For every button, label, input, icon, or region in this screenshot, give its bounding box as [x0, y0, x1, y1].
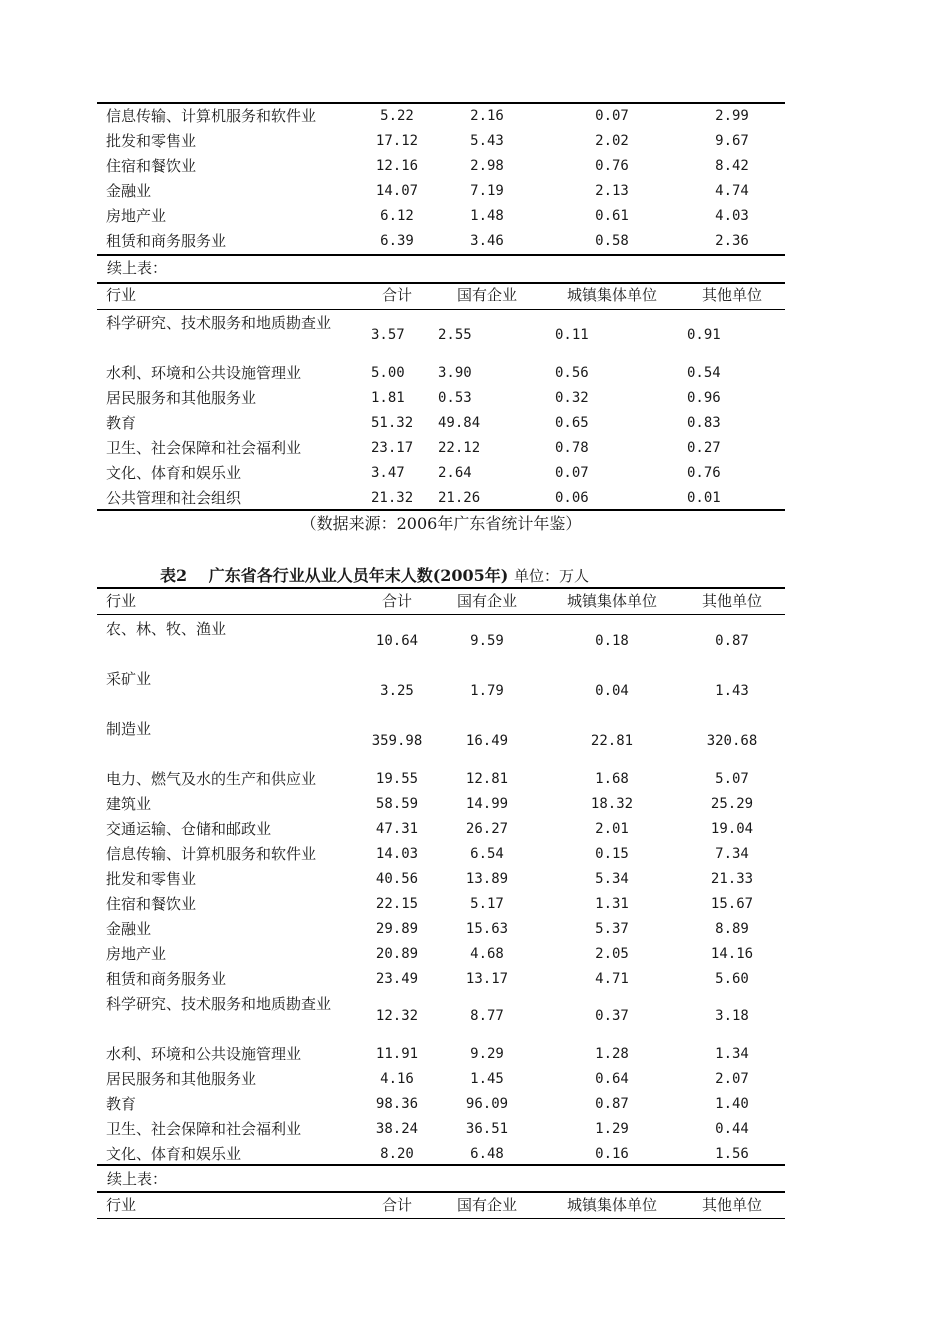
table-row [97, 817, 785, 842]
table-row [97, 386, 785, 411]
industry-name: 水利、环境和公共设施管理业 [106, 364, 302, 382]
industry-name: 水利、环境和公共设施管理业 [106, 1045, 302, 1063]
cell-total: 3.25 [380, 683, 414, 699]
cell-state: 15.63 [465, 921, 509, 937]
cell-state: 12.81 [465, 771, 509, 787]
cell-collective: 0.04 [595, 683, 629, 699]
cell-collective: 0.15 [595, 846, 629, 862]
industry-name: 住宿和餐饮业 [106, 895, 197, 913]
cell-other: 1.34 [715, 1046, 749, 1062]
cell-state: 5.43 [470, 133, 504, 149]
cell-total: 23.17 [371, 440, 414, 456]
cell-other: 0.76 [687, 465, 721, 481]
industry-name: 住宿和餐饮业 [106, 157, 197, 175]
table-row [97, 311, 785, 361]
cell-other: 9.67 [715, 133, 749, 149]
cell-state: 36.51 [465, 1121, 509, 1137]
cell-other: 2.07 [715, 1071, 749, 1087]
cell-state: 14.99 [465, 796, 509, 812]
header-state: 国有企业 [456, 286, 517, 304]
header-total: 合计 [381, 1196, 412, 1214]
table2-title-text: 表2 广东省各行业从业人员年末人数(2005年) [160, 566, 509, 585]
industry-name: 信息传输、计算机服务和软件业 [106, 107, 317, 125]
cell-other: 4.74 [715, 183, 749, 199]
cell-other: 15.67 [710, 896, 754, 912]
table1-cont-header-bottom-rule [97, 309, 785, 310]
cell-total: 19.55 [375, 771, 419, 787]
cell-state: 2.16 [470, 108, 504, 124]
cell-state: 96.09 [465, 1096, 509, 1112]
cell-collective: 1.29 [595, 1121, 629, 1137]
cell-collective: 1.31 [595, 896, 629, 912]
cell-collective: 1.28 [595, 1046, 629, 1062]
table-row [97, 942, 785, 967]
cell-total: 21.32 [371, 490, 414, 506]
cell-total: 40.56 [375, 871, 419, 887]
cell-state: 7.19 [470, 183, 504, 199]
table-row [97, 1092, 785, 1117]
cell-other: 0.83 [687, 415, 721, 431]
cell-total: 5.22 [380, 108, 414, 124]
cell-other: 7.34 [715, 846, 749, 862]
table-row [97, 1117, 785, 1142]
industry-name: 租赁和商务服务业 [106, 232, 227, 250]
table-row [97, 104, 785, 129]
cell-other: 0.91 [687, 327, 721, 343]
table-row [97, 154, 785, 179]
cell-state: 3.46 [470, 233, 504, 249]
cell-other: 0.96 [687, 390, 721, 406]
cell-total: 5.00 [371, 365, 405, 381]
table-row [97, 792, 785, 817]
industry-name: 租赁和商务服务业 [106, 970, 227, 988]
industry-name: 农、林、牧、渔业 [106, 620, 227, 638]
industry-name: 文化、体育和娱乐业 [106, 1145, 242, 1163]
header-state: 国有企业 [456, 1196, 517, 1214]
cell-other: 1.43 [715, 683, 749, 699]
cell-state: 1.79 [470, 683, 504, 699]
cell-total: 14.03 [375, 846, 419, 862]
industry-name: 科学研究、技术服务和地质勘查业 [106, 314, 332, 332]
table-row [97, 617, 785, 667]
cell-other: 1.56 [715, 1146, 749, 1162]
cell-collective: 2.05 [595, 946, 629, 962]
table-row [97, 229, 785, 254]
cell-state: 1.45 [470, 1071, 504, 1087]
cell-total: 12.32 [375, 1008, 419, 1024]
cell-state: 5.17 [470, 896, 504, 912]
cell-collective: 2.13 [595, 183, 629, 199]
industry-name: 金融业 [106, 182, 152, 200]
table-row [97, 842, 785, 867]
cell-state: 2.55 [438, 327, 472, 343]
table1-cont-header [97, 283, 785, 308]
cell-other: 0.44 [715, 1121, 749, 1137]
cell-total: 22.15 [375, 896, 419, 912]
industry-name: 居民服务和其他服务业 [106, 1070, 257, 1088]
header-industry: 行业 [106, 592, 137, 610]
cell-total: 3.57 [371, 327, 405, 343]
header-collective: 城镇集体单位 [566, 1196, 657, 1214]
industry-name: 交通运输、仓储和邮政业 [106, 820, 272, 838]
cell-total: 47.31 [375, 821, 419, 837]
cell-state: 1.48 [470, 208, 504, 224]
table-row [97, 1042, 785, 1067]
cell-other: 320.68 [706, 733, 758, 749]
table2-unit: 单位：万人 [513, 567, 589, 585]
cell-other: 2.36 [715, 233, 749, 249]
cell-state: 3.90 [438, 365, 472, 381]
cell-collective: 0.87 [595, 1096, 629, 1112]
table-row [97, 1067, 785, 1092]
cell-other: 0.87 [715, 633, 749, 649]
cell-other: 14.16 [710, 946, 754, 962]
industry-name: 电力、燃气及水的生产和供应业 [106, 770, 317, 788]
header-other: 其他单位 [701, 1196, 762, 1214]
header-other: 其他单位 [701, 286, 762, 304]
cell-collective: 1.68 [595, 771, 629, 787]
table-row [97, 717, 785, 767]
cell-collective: 0.37 [595, 1008, 629, 1024]
industry-name: 信息传输、计算机服务和软件业 [106, 845, 317, 863]
cell-other: 0.27 [687, 440, 721, 456]
cell-collective: 0.18 [595, 633, 629, 649]
cell-collective: 22.81 [590, 733, 634, 749]
cell-state: 4.68 [470, 946, 504, 962]
cell-total: 98.36 [375, 1096, 419, 1112]
industry-name: 居民服务和其他服务业 [106, 389, 257, 407]
cell-state: 26.27 [465, 821, 509, 837]
cell-other: 4.03 [715, 208, 749, 224]
cell-state: 13.17 [465, 971, 509, 987]
cell-total: 1.81 [371, 390, 405, 406]
cell-total: 8.20 [380, 1146, 414, 1162]
industry-name: 卫生、社会保障和社会福利业 [106, 1120, 302, 1138]
cell-collective: 4.71 [595, 971, 629, 987]
cell-other: 5.07 [715, 771, 749, 787]
cell-total: 23.49 [375, 971, 419, 987]
header-collective: 城镇集体单位 [566, 286, 657, 304]
cell-collective: 0.61 [595, 208, 629, 224]
header-total: 合计 [381, 592, 412, 610]
cell-total: 51.32 [371, 415, 414, 431]
industry-name: 科学研究、技术服务和地质勘查业 [106, 995, 332, 1013]
cell-other: 1.40 [715, 1096, 749, 1112]
table-row [97, 361, 785, 386]
cell-other: 0.54 [687, 365, 721, 381]
table-row [97, 892, 785, 917]
table-row [97, 767, 785, 792]
cell-other: 5.60 [715, 971, 749, 987]
header-industry: 行业 [106, 1196, 137, 1214]
cell-collective: 0.76 [595, 158, 629, 174]
cell-collective: 2.01 [595, 821, 629, 837]
table-row [97, 667, 785, 717]
cell-total: 6.12 [380, 208, 414, 224]
data-source-note: （数据来源：2006年广东省统计年鉴） [300, 514, 582, 533]
cell-state: 21.26 [438, 490, 481, 506]
industry-name: 房地产业 [106, 207, 167, 225]
table-row [97, 967, 785, 992]
cell-collective: 5.34 [595, 871, 629, 887]
cell-state: 16.49 [465, 733, 509, 749]
industry-name: 金融业 [106, 920, 152, 938]
cell-other: 19.04 [710, 821, 754, 837]
cell-collective: 0.16 [595, 1146, 629, 1162]
cell-state: 0.53 [438, 390, 472, 406]
cell-total: 20.89 [375, 946, 419, 962]
table2-cont-header-bottom-rule [97, 1218, 785, 1219]
cell-state: 9.29 [470, 1046, 504, 1062]
cell-state: 49.84 [438, 415, 481, 431]
cell-collective: 2.02 [595, 133, 629, 149]
table-row [97, 867, 785, 892]
header-collective: 城镇集体单位 [566, 592, 657, 610]
cell-state: 13.89 [465, 871, 509, 887]
cell-other: 21.33 [710, 871, 754, 887]
table-row [97, 917, 785, 942]
industry-name: 文化、体育和娱乐业 [106, 464, 242, 482]
industry-name: 卫生、社会保障和社会福利业 [106, 439, 302, 457]
cell-collective: 0.78 [555, 440, 589, 456]
table-row [97, 992, 785, 1042]
table-row [97, 204, 785, 229]
cell-state: 9.59 [470, 633, 504, 649]
cell-other: 8.89 [715, 921, 749, 937]
header-total: 合计 [381, 286, 412, 304]
cell-total: 11.91 [375, 1046, 419, 1062]
table-row [97, 436, 785, 461]
table-row [97, 486, 785, 511]
continued-label: 续上表： [107, 259, 168, 277]
cell-state: 2.64 [438, 465, 472, 481]
industry-name: 公共管理和社会组织 [106, 489, 242, 507]
table-row [97, 411, 785, 436]
cell-total: 17.12 [375, 133, 419, 149]
table2-header-bottom-rule [97, 614, 785, 615]
cell-total: 3.47 [371, 465, 405, 481]
industry-name: 房地产业 [106, 945, 167, 963]
cell-collective: 18.32 [590, 796, 634, 812]
table-row [97, 179, 785, 204]
header-state: 国有企业 [456, 592, 517, 610]
cell-collective: 0.32 [555, 390, 589, 406]
cell-other: 0.01 [687, 490, 721, 506]
header-other: 其他单位 [701, 592, 762, 610]
table2-title [160, 563, 589, 586]
cell-total: 4.16 [380, 1071, 414, 1087]
cell-total: 29.89 [375, 921, 419, 937]
cell-total: 12.16 [375, 158, 419, 174]
cell-total: 10.64 [375, 633, 419, 649]
cell-collective: 0.06 [555, 490, 589, 506]
cell-other: 2.99 [715, 108, 749, 124]
cell-other: 25.29 [710, 796, 754, 812]
cell-collective: 0.56 [555, 365, 589, 381]
cell-other: 8.42 [715, 158, 749, 174]
industry-name: 制造业 [106, 720, 152, 738]
cell-collective: 0.07 [595, 108, 629, 124]
cell-state: 6.48 [470, 1146, 504, 1162]
industry-name: 批发和零售业 [106, 870, 197, 888]
cell-total: 359.98 [371, 733, 423, 749]
table1-bottom-rule [97, 254, 785, 256]
cell-collective: 0.58 [595, 233, 629, 249]
cell-collective: 0.07 [555, 465, 589, 481]
cell-collective: 0.65 [555, 415, 589, 431]
cell-collective: 5.37 [595, 921, 629, 937]
industry-name: 采矿业 [106, 670, 152, 688]
table2-header [97, 589, 785, 614]
header-industry: 行业 [106, 286, 137, 304]
cell-state: 2.98 [470, 158, 504, 174]
cell-total: 38.24 [375, 1121, 419, 1137]
table-row [97, 461, 785, 486]
cell-total: 6.39 [380, 233, 414, 249]
cell-collective: 0.64 [595, 1071, 629, 1087]
table2-bottom-rule [97, 1164, 785, 1166]
industry-name: 教育 [106, 414, 137, 432]
continued-label-2: 续上表： [107, 1170, 168, 1188]
industry-name: 建筑业 [106, 795, 152, 813]
table2-cont-header [97, 1193, 785, 1218]
cell-total: 58.59 [375, 796, 419, 812]
cell-other: 3.18 [715, 1008, 749, 1024]
industry-name: 教育 [106, 1095, 137, 1113]
table-row [97, 129, 785, 154]
cell-state: 6.54 [470, 846, 504, 862]
industry-name: 批发和零售业 [106, 132, 197, 150]
cell-state: 22.12 [438, 440, 481, 456]
cell-collective: 0.11 [555, 327, 589, 343]
cell-total: 14.07 [375, 183, 419, 199]
cell-state: 8.77 [470, 1008, 504, 1024]
